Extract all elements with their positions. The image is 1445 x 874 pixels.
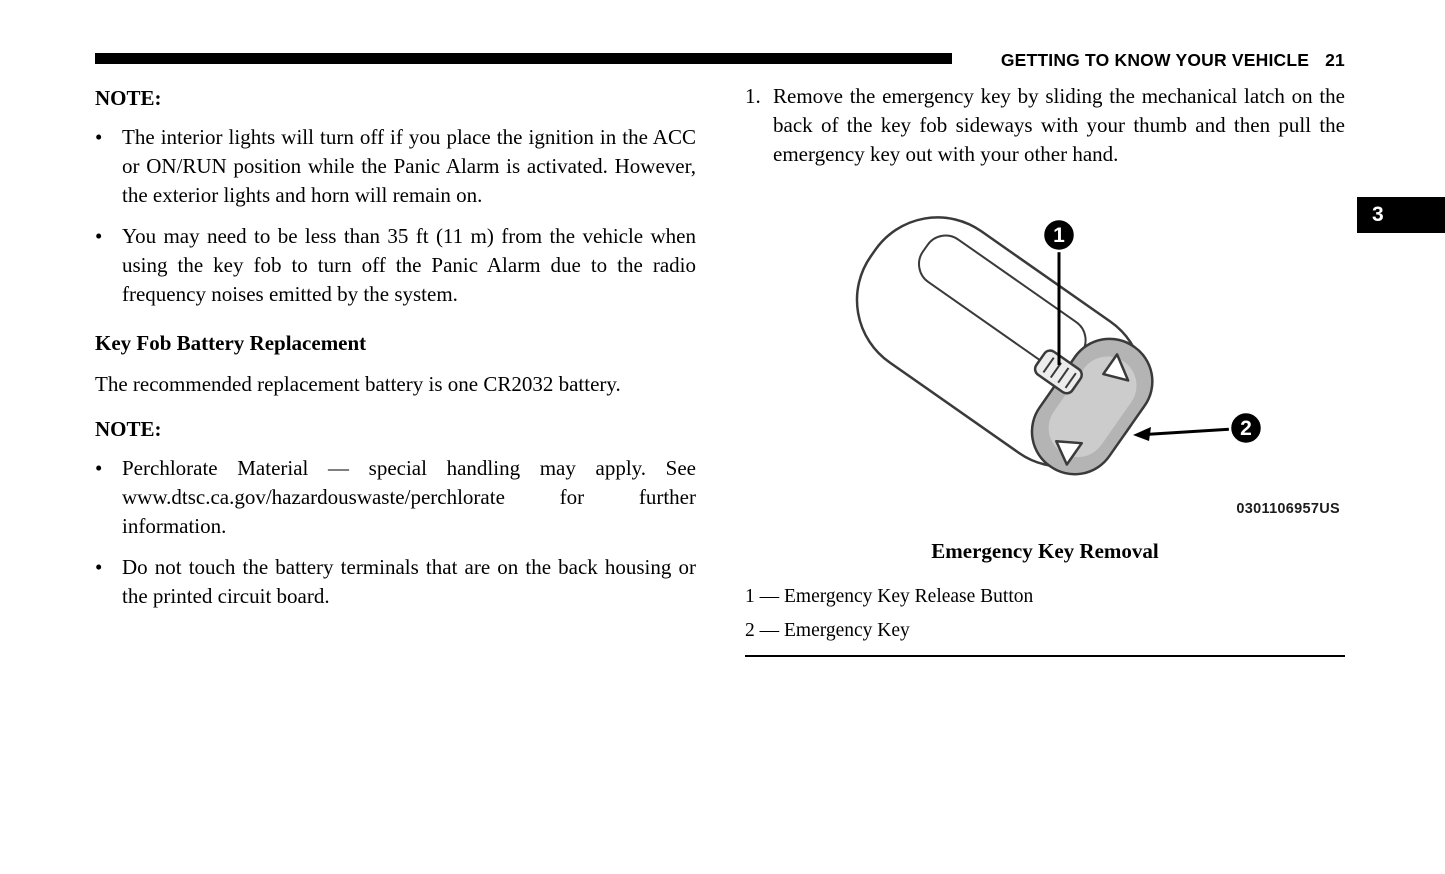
bullet-icon: • (95, 554, 103, 579)
left-column (95, 82, 696, 623)
legend-rule (745, 655, 1345, 657)
note-label-2: NOTE: (95, 416, 162, 441)
figure-code: 0301106957US (1236, 500, 1340, 517)
header-title: GETTING TO KNOW YOUR VEHICLE (1000, 50, 1310, 70)
list-item (95, 454, 696, 541)
bullet-text: Do not touch the battery terminals that are on the back housing or the printed circuit board. (122, 554, 696, 608)
list-item (95, 222, 696, 309)
bullet-text: You may need to be less than 35 ft (11 m) from the vehicle when using the key fob to turn off the Panic Alarm due to the radio frequency noises emitted by the system. (122, 223, 696, 306)
list-item (95, 123, 696, 210)
body-paragraph: The recommended replacement battery is one CR2032 battery. (95, 371, 621, 396)
figure-caption: Emergency Key Removal (931, 538, 1159, 563)
header-page-number: 21 (1325, 50, 1345, 70)
section-heading: Key Fob Battery Replacement (95, 330, 367, 355)
callout-1-number: 1 (1053, 223, 1065, 247)
bullet-icon: • (95, 223, 103, 248)
bullet-icon: • (95, 455, 103, 480)
callout-2-number: 2 (1240, 416, 1252, 440)
right-column (745, 82, 1345, 657)
section-tab (1357, 197, 1445, 233)
callout-2-arrowhead (1133, 427, 1151, 441)
running-header (1001, 50, 1345, 71)
legend-line-2: 2 — Emergency Key (745, 619, 910, 641)
numbered-step (745, 82, 1345, 169)
header-rule (95, 53, 952, 64)
note-label-1: NOTE: (95, 86, 162, 110)
callout-2-line (1137, 429, 1233, 435)
bullet-text: Perchlorate Material — special handling may apply. See www.dtsc.ca.gov/hazardouswaste/perchlorate for further information. (122, 455, 696, 538)
key-fob-drawing (785, 177, 1305, 517)
key-fob-illustration (745, 177, 1345, 529)
bullet-icon: • (95, 124, 103, 149)
section-tab-label: 3 (1372, 203, 1384, 226)
legend-line-1: 1 — Emergency Key Release Button (745, 585, 1034, 607)
bullet-text: The interior lights will turn off if you place the ignition in the ACC or ON/RUN position while the Panic Alarm is activated. However, the exterior lights and horn will remain on. (122, 124, 696, 207)
step-number: 1. (745, 84, 761, 108)
list-item (95, 553, 696, 611)
step-text: Remove the emergency key by sliding the mechanical latch on the back of the key fob sideways with your thumb and then pull the emergency key out with your other hand. (773, 84, 1345, 166)
